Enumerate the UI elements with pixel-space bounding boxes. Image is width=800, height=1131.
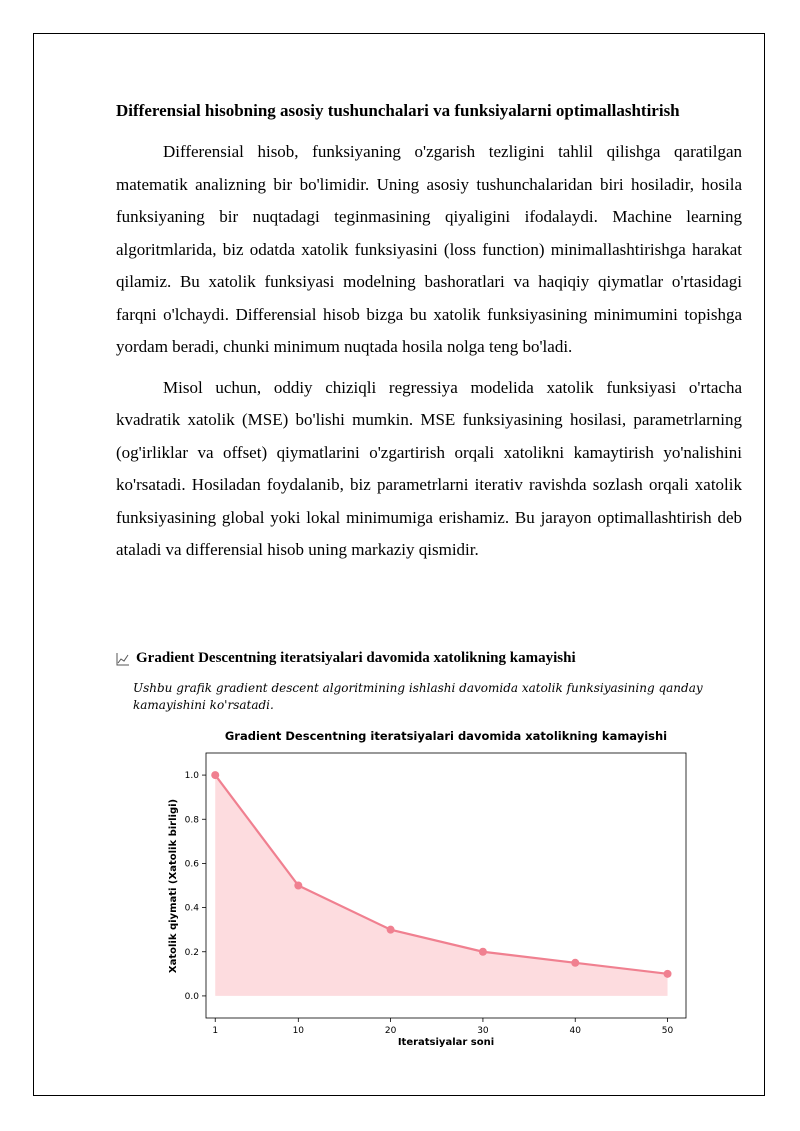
y-axis-label: Xatolik qiymati (Xatolik birligi) [168, 798, 179, 974]
x-axis-label: Iteratsiyalar soni [397, 1037, 495, 1048]
document-title: Differensial hisobning asosiy tushunchalari va funksiyalarni optimallashtirish [116, 101, 680, 120]
chart-title: Gradient Descentning iteratsiyalari davomida xatolikning kamayishi [224, 729, 668, 743]
figure-heading-text: Gradient Descentning iteratsiyalari davomida xatolikning kamayishi [136, 650, 576, 666]
y-tick-label-0.0: 0.0 [184, 991, 199, 1002]
chart-line-icon [116, 652, 130, 666]
figure-caption: Ushbu grafik gradient descent algoritmining ishlashi davomida xatolik funksiyasining qanday kamayishini ko'rsatadi. [133, 681, 703, 712]
document-body [116, 98, 742, 575]
loss-chart [160, 722, 720, 1052]
y-tick-label-0.6: 0.6 [184, 859, 199, 870]
paragraph-1: Differensial hisob, funksiyaning o'zgarish tezligini tahlil qilishga qaratilgan matematik analizning bir bo'limidir. Uning asosiy tushunchalaridan biri hosiladir, hosila funksiyaning bir nuqtadagi teginmasining qiyaligini ifodalaydi. Machine learning algoritmlarida, biz odatda xatolik funksiyasini (loss function) minimallashtirishga harakat qilamiz. Bu xatolik funksiyasi modelning bashoratlari va haqiqiy qiymatlar o'rtasidagi farqni o'lchaydi. Differensial hisob bizga bu xatolik funksiyasining minimumini topishga yordam beradi, chunki minimum nuqtada hosila nolga teng bo'ladi. [116, 142, 742, 356]
x-tick-label-30: 30 [477, 1026, 489, 1036]
x-tick-label-1: 1 [212, 1026, 219, 1036]
x-tick-label-20: 20 [384, 1026, 397, 1036]
x-tick-label-40: 40 [569, 1026, 581, 1036]
x-tick-label-10: 10 [292, 1026, 305, 1036]
y-tick-label-1.0: 1.0 [184, 771, 199, 782]
figure-heading [116, 650, 576, 667]
y-tick-label-0.4: 0.4 [184, 903, 199, 914]
y-tick-label-0.8: 0.8 [184, 815, 199, 826]
data-point-40 [571, 959, 579, 967]
area-fill [215, 775, 667, 996]
data-point-30 [479, 948, 487, 956]
chart-container [160, 722, 720, 1052]
data-point-10 [294, 882, 302, 890]
paragraph-2: Misol uchun, oddiy chiziqli regressiya modelida xatolik funksiyasi o'rtacha kvadratik xatolik (MSE) bo'lishi mumkin. MSE funksiyasining hosilasi, parametrlarning (og'irliklar va offset) qiymatlarini o'zgartirish orqali xatolikni kamaytirish yo'nalishini ko'rsatadi. Hosiladan foydalanib, biz parametrlarni iterativ ravishda sozlash orqali xatolik funksiyasining global yoki lokal minimumiga erishamiz. Bu jarayon optimallashtirish deb ataladi va differensial hisob uning markaziy qismidir. [116, 377, 742, 559]
data-point-20 [387, 926, 395, 934]
data-point-1 [211, 771, 219, 779]
x-tick-label-50: 50 [661, 1026, 674, 1036]
y-tick-label-0.2: 0.2 [184, 947, 199, 958]
data-point-50 [664, 970, 672, 978]
